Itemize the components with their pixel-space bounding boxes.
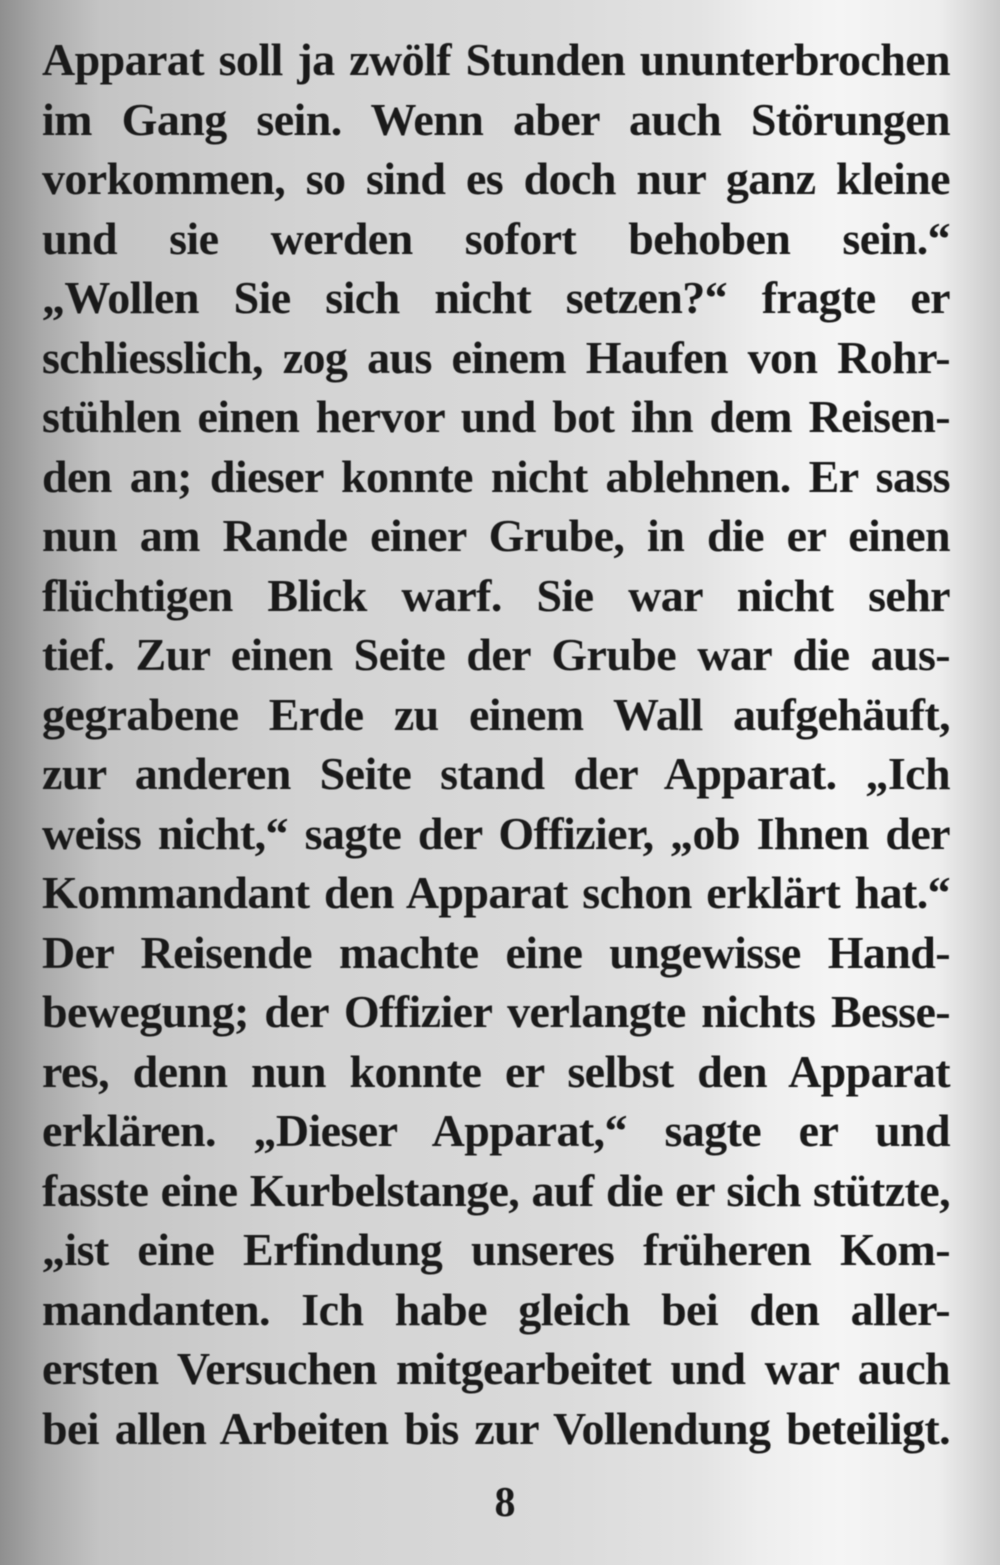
text-line: bewegung; der Offizier verlangte nichts Besse- (42, 986, 950, 1037)
text-line: tief. Zur einen Seite der Grube war die aus- (42, 629, 950, 680)
text-line: den an; dieser konnte nicht ablehnen. Er sass (42, 450, 950, 502)
text-line: flüchtigen Blick warf. Sie war nicht sehr (42, 569, 950, 621)
text-line: vorkommen, so sind es doch nur ganz kleine (42, 153, 950, 204)
text-line: erklären. „Dieser Apparat,“ sagte er und (42, 1105, 950, 1156)
text-line: Der Reisende machte eine ungewisse Hand- (42, 926, 950, 978)
text-line: und sie werden sofort behoben sein.“ (42, 212, 950, 264)
text-line: Apparat soll ja zwölf Stunden ununterbrochen (42, 34, 950, 85)
text-line: res, denn nun konnte er selbst den Apparat (42, 1045, 950, 1097)
text-line: weiss nicht,“ sagte der Offizier, „ob Ihnen der (42, 807, 950, 859)
text-line: zur anderen Seite stand der Apparat. „Ich (42, 748, 950, 799)
text-line: stühlen einen hervor und bot ihn dem Reisen- (42, 391, 950, 442)
text-line: nun am Rande einer Grube, in die er einen (42, 510, 950, 561)
text-line: mandanten. Ich habe gleich bei den aller- (42, 1283, 950, 1335)
text-line: Kommandant den Apparat schon erklärt hat.“ (42, 867, 950, 918)
text-line: „ist eine Erfindung unseres früheren Kom- (42, 1224, 950, 1275)
body-text (42, 30, 950, 1458)
text-line: gegrabene Erde zu einem Wall aufgehäuft, (42, 688, 950, 740)
text-line: im Gang sein. Wenn aber auch Störungen (42, 93, 950, 145)
text-line: bei allen Arbeiten bis zur Vollendung beteiligt. (42, 1402, 950, 1454)
text-line: ersten Versuchen mitgearbeitet und war auch (42, 1343, 950, 1394)
page-number: 8 (494, 1480, 516, 1526)
text-line: „Wollen Sie sich nicht setzen?“ fragte er (42, 272, 950, 323)
text-line: fasste eine Kurbelstange, auf die er sich stützte, (42, 1164, 950, 1216)
text-line: schliesslich, zog aus einem Haufen von Rohr- (42, 331, 950, 383)
